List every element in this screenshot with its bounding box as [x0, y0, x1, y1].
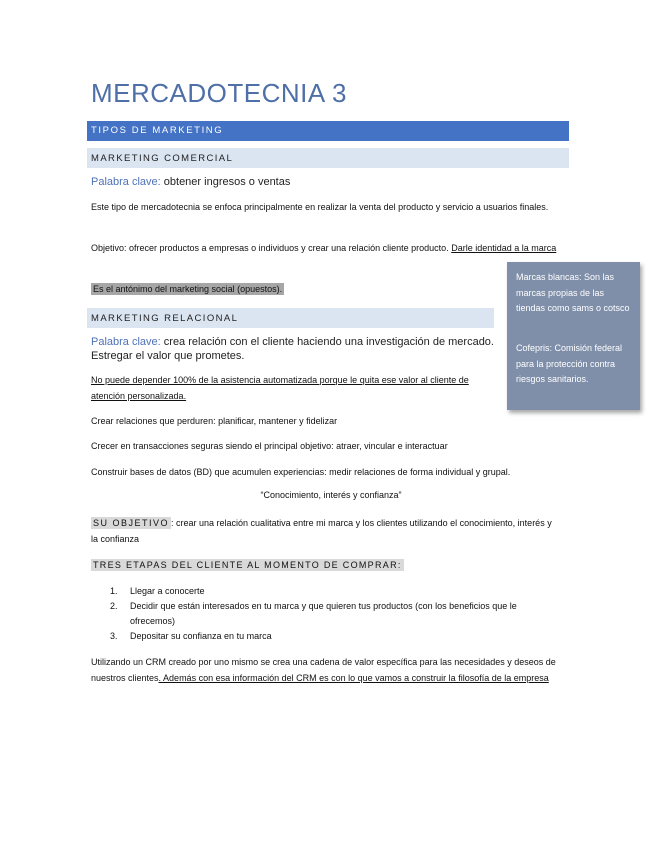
subheading-marketing-relacional	[87, 308, 494, 328]
sidebar-note-box	[507, 262, 640, 410]
list-number: 2.	[110, 601, 118, 611]
list-number: 3.	[110, 631, 118, 641]
highlighted-text: Es el antónimo del marketing social (opuestos).	[93, 284, 283, 294]
paragraph-crear-relaciones: Crear relaciones que perduren: planificar, mantener y fidelizar	[91, 416, 338, 426]
paragraph-construir-bd: Construir bases de datos (BD) que acumulen experiencias: medir relaciones de forma individual y grupal.	[91, 467, 511, 477]
list-number: 1.	[110, 586, 118, 596]
list-item	[110, 584, 205, 599]
keyword-label: Palabra clave:	[91, 176, 161, 188]
list-item	[110, 599, 560, 629]
list-item	[110, 629, 272, 644]
objetivo-label: SU OBJETIVO	[93, 518, 170, 528]
keyword-value: crea relación con el cliente haciendo una investigación de mercado. Estregar el valor que prometes.	[91, 336, 494, 362]
paragraph-crm	[91, 654, 556, 686]
list-text: Decidir que están interesados en tu marca y que quieren tus productos (con los beneficios que le ofrecemos)	[130, 601, 517, 626]
heading-tipos-de-marketing	[87, 121, 569, 141]
list-text: Depositar su confianza en tu marca	[130, 631, 272, 641]
sidebar-note-marcas-blancas: Marcas blancas: Son las marcas propias de las tiendas como sams o cotsco	[516, 272, 630, 313]
paragraph-objetivo	[91, 240, 566, 256]
crm-text: Utilizando un CRM creado por uno mismo se crea una cadena de valor específica para las necesidades y deseos de nuestros clientes	[91, 657, 556, 683]
sidebar-note-cofepris: Cofepris: Comisión federal para la protección contra riesgos sanitarios.	[516, 343, 623, 384]
etapas-heading	[91, 557, 404, 573]
subheading-label: MARKETING RELACIONAL	[91, 313, 239, 324]
quote: “Conocimiento, interés y confianza”	[260, 490, 402, 500]
subheading-label: MARKETING COMERCIAL	[91, 153, 234, 164]
crm-underlined: . Además con esa información del CRM es con lo que vamos a construir la filosofía de la empresa	[158, 673, 549, 683]
page-title: MERCADOTECNIA 3	[91, 78, 347, 108]
list-text: Llegar a conocerte	[130, 586, 205, 596]
keyword-label: Palabra clave:	[91, 336, 161, 348]
keyword-line-comercial	[91, 176, 290, 188]
paragraph-antonimo	[91, 281, 284, 297]
etapas-heading-label: TRES ETAPAS DEL CLIENTE AL MOMENTO DE COMPRAR:	[93, 560, 402, 570]
objetivo-text: : crear una relación cualitativa entre mi marca y los clientes utilizando el conocimiento, interés y la confianza	[91, 518, 552, 544]
paragraph-comercial-desc: Este tipo de mercadotecnia se enfoca principalmente en realizar la venta del producto y servicio a usuarios finales.	[91, 202, 549, 212]
paragraph-crecer: Crecer en transacciones seguras siendo el principal objetivo: atraer, vincular e interactuar	[91, 441, 448, 451]
objetivo-text: Objetivo: ofrecer productos a empresas o individuos y crear una relación cliente producto.	[91, 243, 449, 253]
objetivo-underlined: Darle identidad a la marca	[451, 243, 557, 253]
subheading-marketing-comercial	[87, 148, 569, 168]
paragraph-su-objetivo	[91, 515, 561, 547]
keyword-value: obtener ingresos o ventas	[160, 176, 291, 188]
paragraph-no-puede-depender: No puede depender 100% de la asistencia automatizada porque le quita ese valor al cliente de atención personalizada.	[91, 375, 469, 401]
heading-label: TIPOS DE MARKETING	[91, 125, 224, 136]
keyword-line-relacional	[91, 335, 496, 363]
